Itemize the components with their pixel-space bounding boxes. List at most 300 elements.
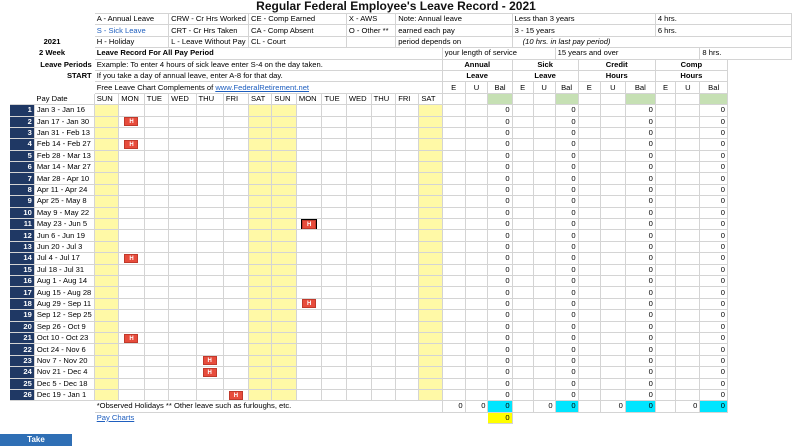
day-cell[interactable]	[169, 241, 196, 252]
day-cell[interactable]	[396, 116, 419, 127]
sick-e-cell[interactable]	[512, 287, 533, 298]
day-cell[interactable]	[249, 150, 272, 161]
annual-u-cell[interactable]	[465, 196, 488, 207]
day-cell[interactable]	[419, 344, 442, 355]
sick-e-cell[interactable]	[512, 321, 533, 332]
sick-bal-cell[interactable]: 0	[555, 127, 578, 138]
annual-u-cell[interactable]	[465, 367, 488, 378]
credit-u-cell[interactable]	[600, 367, 625, 378]
day-cell[interactable]	[346, 184, 371, 195]
day-cell[interactable]	[346, 253, 371, 264]
day-cell[interactable]	[249, 230, 272, 241]
sick-e-cell[interactable]	[512, 241, 533, 252]
day-cell[interactable]	[196, 207, 223, 218]
annual-e-cell[interactable]	[442, 253, 465, 264]
day-cell[interactable]	[94, 367, 119, 378]
day-cell[interactable]	[94, 150, 119, 161]
comp-bal-cell[interactable]: 0	[700, 389, 728, 400]
day-cell[interactable]	[396, 162, 419, 173]
day-cell[interactable]	[322, 230, 346, 241]
day-cell[interactable]	[346, 367, 371, 378]
comp-u-cell[interactable]	[676, 378, 700, 389]
day-cell[interactable]	[196, 230, 223, 241]
day-cell[interactable]	[396, 127, 419, 138]
comp-bal-cell[interactable]: 0	[700, 355, 728, 366]
credit-bal-cell[interactable]: 0	[625, 287, 655, 298]
comp-e-cell[interactable]	[655, 162, 676, 173]
leave-record-sheet[interactable]	[0, 13, 792, 424]
day-cell[interactable]	[94, 310, 119, 321]
comp-e-cell[interactable]	[655, 105, 676, 116]
day-cell[interactable]	[396, 344, 419, 355]
sick-bal-cell[interactable]: 0	[555, 321, 578, 332]
day-cell[interactable]	[371, 196, 396, 207]
day-cell[interactable]	[119, 344, 145, 355]
day-cell[interactable]	[169, 264, 196, 275]
day-cell[interactable]	[119, 139, 145, 150]
annual-bal-cell[interactable]: 0	[488, 173, 512, 184]
day-cell[interactable]	[371, 127, 396, 138]
day-cell[interactable]	[346, 173, 371, 184]
day-cell[interactable]	[419, 310, 442, 321]
day-cell[interactable]	[144, 150, 168, 161]
annual-bal-cell[interactable]: 0	[488, 389, 512, 400]
day-cell[interactable]	[196, 389, 223, 400]
day-cell[interactable]	[196, 378, 223, 389]
day-cell[interactable]	[296, 332, 322, 343]
credit-e-cell[interactable]	[578, 253, 600, 264]
day-cell[interactable]	[196, 150, 223, 161]
day-cell[interactable]	[396, 287, 419, 298]
comp-u-cell[interactable]	[676, 219, 700, 230]
day-cell[interactable]	[396, 378, 419, 389]
comp-e-cell[interactable]	[655, 116, 676, 127]
sick-bal-cell[interactable]: 0	[555, 355, 578, 366]
comp-e-cell[interactable]	[655, 275, 676, 286]
credit-e-cell[interactable]	[578, 355, 600, 366]
sick-e-cell[interactable]	[512, 264, 533, 275]
day-cell[interactable]	[144, 196, 168, 207]
annual-bal-cell[interactable]: 0	[488, 367, 512, 378]
day-cell[interactable]	[346, 389, 371, 400]
sick-u-cell[interactable]	[533, 116, 555, 127]
day-cell[interactable]	[249, 378, 272, 389]
annual-u-cell[interactable]	[465, 139, 488, 150]
annual-bal-cell[interactable]: 0	[488, 287, 512, 298]
sick-e-cell[interactable]	[512, 150, 533, 161]
comp-bal-cell[interactable]: 0	[700, 310, 728, 321]
comp-bal-cell[interactable]: 0	[700, 150, 728, 161]
comp-u-cell[interactable]	[676, 162, 700, 173]
day-cell[interactable]	[144, 173, 168, 184]
annual-e-cell[interactable]	[442, 367, 465, 378]
day-cell[interactable]	[249, 105, 272, 116]
day-cell[interactable]	[169, 127, 196, 138]
annual-bal-cell[interactable]: 0	[488, 298, 512, 309]
sick-bal-cell[interactable]: 0	[555, 162, 578, 173]
annual-e-cell[interactable]	[442, 378, 465, 389]
sick-u-cell[interactable]	[533, 139, 555, 150]
day-cell[interactable]	[119, 116, 145, 127]
sick-bal-cell[interactable]: 0	[555, 230, 578, 241]
day-cell[interactable]	[223, 230, 248, 241]
day-cell[interactable]	[119, 367, 145, 378]
annual-u-cell[interactable]	[465, 287, 488, 298]
day-cell[interactable]	[322, 184, 346, 195]
day-cell[interactable]	[119, 196, 145, 207]
day-cell[interactable]	[272, 332, 297, 343]
comp-bal-cell[interactable]: 0	[700, 253, 728, 264]
day-cell[interactable]	[223, 378, 248, 389]
day-cell[interactable]	[371, 173, 396, 184]
day-cell[interactable]	[396, 355, 419, 366]
day-cell[interactable]	[223, 241, 248, 252]
day-cell[interactable]	[249, 173, 272, 184]
sick-e-cell[interactable]	[512, 230, 533, 241]
credit-u-cell[interactable]	[600, 207, 625, 218]
day-cell[interactable]	[249, 287, 272, 298]
credit-e-cell[interactable]	[578, 127, 600, 138]
day-cell[interactable]	[346, 287, 371, 298]
day-cell[interactable]	[144, 378, 168, 389]
day-cell[interactable]	[144, 389, 168, 400]
day-cell[interactable]	[249, 196, 272, 207]
website-link[interactable]: www.FederalRetirement.net	[215, 82, 310, 92]
sick-bal-cell[interactable]: 0	[555, 367, 578, 378]
day-cell[interactable]	[371, 344, 396, 355]
credit-e-cell[interactable]	[578, 298, 600, 309]
day-cell[interactable]	[419, 378, 442, 389]
sick-bal-cell[interactable]: 0	[555, 150, 578, 161]
day-cell[interactable]	[419, 332, 442, 343]
credit-u-cell[interactable]	[600, 230, 625, 241]
day-cell[interactable]	[249, 184, 272, 195]
credit-bal-cell[interactable]: 0	[625, 230, 655, 241]
credit-e-cell[interactable]	[578, 321, 600, 332]
day-cell[interactable]	[371, 287, 396, 298]
annual-u-cell[interactable]	[465, 127, 488, 138]
annual-u-cell[interactable]	[465, 321, 488, 332]
day-cell[interactable]	[196, 127, 223, 138]
credit-e-cell[interactable]	[578, 275, 600, 286]
annual-e-cell[interactable]	[442, 264, 465, 275]
comp-e-cell[interactable]	[655, 332, 676, 343]
day-cell[interactable]	[371, 355, 396, 366]
day-cell[interactable]	[249, 321, 272, 332]
annual-u-cell[interactable]	[465, 355, 488, 366]
day-cell[interactable]	[371, 150, 396, 161]
day-cell[interactable]	[196, 253, 223, 264]
day-cell[interactable]	[169, 310, 196, 321]
day-cell[interactable]	[223, 264, 248, 275]
comp-bal-cell[interactable]: 0	[700, 378, 728, 389]
sick-u-cell[interactable]	[533, 389, 555, 400]
sick-u-cell[interactable]	[533, 310, 555, 321]
day-cell[interactable]	[322, 241, 346, 252]
day-cell[interactable]	[396, 389, 419, 400]
day-cell[interactable]	[272, 196, 297, 207]
day-cell[interactable]	[144, 219, 168, 230]
day-cell[interactable]	[249, 367, 272, 378]
annual-e-cell[interactable]	[442, 105, 465, 116]
annual-u-cell[interactable]	[465, 230, 488, 241]
annual-e-cell[interactable]	[442, 298, 465, 309]
day-cell[interactable]	[296, 116, 322, 127]
day-cell[interactable]	[371, 139, 396, 150]
credit-e-cell[interactable]	[578, 389, 600, 400]
day-cell[interactable]	[346, 310, 371, 321]
day-cell[interactable]	[119, 230, 145, 241]
comp-u-cell[interactable]	[676, 127, 700, 138]
annual-e-cell[interactable]	[442, 230, 465, 241]
day-cell[interactable]	[272, 355, 297, 366]
credit-e-cell[interactable]	[578, 264, 600, 275]
credit-e-cell[interactable]	[578, 184, 600, 195]
day-cell[interactable]	[296, 207, 322, 218]
comp-bal-cell[interactable]: 0	[700, 264, 728, 275]
day-cell[interactable]	[272, 321, 297, 332]
day-cell[interactable]	[396, 241, 419, 252]
annual-bal-cell[interactable]: 0	[488, 127, 512, 138]
day-cell[interactable]	[296, 367, 322, 378]
day-cell[interactable]	[296, 253, 322, 264]
comp-e-cell[interactable]	[655, 219, 676, 230]
day-cell[interactable]	[169, 321, 196, 332]
day-cell[interactable]	[371, 264, 396, 275]
day-cell[interactable]	[144, 105, 168, 116]
annual-bal-cell[interactable]: 0	[488, 253, 512, 264]
day-cell[interactable]	[249, 241, 272, 252]
day-cell[interactable]	[296, 355, 322, 366]
sick-e-cell[interactable]	[512, 105, 533, 116]
credit-u-cell[interactable]	[600, 310, 625, 321]
day-cell[interactable]	[223, 332, 248, 343]
comp-bal-cell[interactable]: 0	[700, 230, 728, 241]
day-cell[interactable]	[169, 287, 196, 298]
day-cell[interactable]	[119, 162, 145, 173]
day-cell[interactable]	[223, 253, 248, 264]
comp-u-cell[interactable]	[676, 298, 700, 309]
day-cell[interactable]	[223, 162, 248, 173]
day-cell[interactable]	[346, 207, 371, 218]
credit-bal-cell[interactable]: 0	[625, 389, 655, 400]
day-cell[interactable]	[371, 389, 396, 400]
day-cell[interactable]	[119, 321, 145, 332]
day-cell[interactable]	[169, 184, 196, 195]
day-cell[interactable]	[322, 162, 346, 173]
day-cell[interactable]	[169, 275, 196, 286]
sick-u-cell[interactable]	[533, 184, 555, 195]
day-cell[interactable]	[249, 355, 272, 366]
day-cell[interactable]	[371, 219, 396, 230]
day-cell[interactable]	[249, 127, 272, 138]
take-button[interactable]: Take	[0, 434, 72, 446]
day-cell[interactable]	[223, 344, 248, 355]
day-cell[interactable]	[94, 287, 119, 298]
day-cell[interactable]	[144, 275, 168, 286]
day-cell[interactable]	[169, 207, 196, 218]
sick-bal-cell[interactable]: 0	[555, 275, 578, 286]
day-cell[interactable]	[169, 173, 196, 184]
day-cell[interactable]	[296, 184, 322, 195]
annual-bal-cell[interactable]: 0	[488, 332, 512, 343]
day-cell[interactable]	[169, 332, 196, 343]
credit-u-cell[interactable]	[600, 127, 625, 138]
annual-bal-cell[interactable]: 0	[488, 150, 512, 161]
comp-bal-cell[interactable]: 0	[700, 219, 728, 230]
comp-e-cell[interactable]	[655, 389, 676, 400]
comp-e-cell[interactable]	[655, 253, 676, 264]
credit-u-cell[interactable]	[600, 219, 625, 230]
day-cell[interactable]	[94, 321, 119, 332]
day-cell[interactable]	[196, 105, 223, 116]
comp-u-cell[interactable]	[676, 310, 700, 321]
sick-bal-cell[interactable]: 0	[555, 105, 578, 116]
day-cell[interactable]	[322, 378, 346, 389]
day-cell[interactable]	[94, 298, 119, 309]
day-cell[interactable]	[272, 253, 297, 264]
comp-bal-cell[interactable]: 0	[700, 127, 728, 138]
annual-e-cell[interactable]	[442, 116, 465, 127]
annual-e-cell[interactable]	[442, 184, 465, 195]
sick-e-cell[interactable]	[512, 389, 533, 400]
annual-bal-cell[interactable]: 0	[488, 207, 512, 218]
day-cell[interactable]	[196, 310, 223, 321]
day-cell[interactable]	[296, 241, 322, 252]
day-cell[interactable]	[94, 275, 119, 286]
sick-e-cell[interactable]	[512, 127, 533, 138]
day-cell[interactable]	[196, 196, 223, 207]
day-cell[interactable]	[94, 219, 119, 230]
day-cell[interactable]	[144, 127, 168, 138]
credit-bal-cell[interactable]: 0	[625, 275, 655, 286]
credit-bal-cell[interactable]: 0	[625, 127, 655, 138]
annual-e-cell[interactable]	[442, 241, 465, 252]
day-cell[interactable]	[371, 253, 396, 264]
comp-bal-cell[interactable]: 0	[700, 344, 728, 355]
sick-bal-cell[interactable]: 0	[555, 139, 578, 150]
day-cell[interactable]	[371, 321, 396, 332]
day-cell[interactable]	[346, 344, 371, 355]
day-cell[interactable]	[272, 230, 297, 241]
day-cell[interactable]	[346, 321, 371, 332]
comp-bal-cell[interactable]: 0	[700, 367, 728, 378]
day-cell[interactable]	[169, 162, 196, 173]
day-cell[interactable]	[419, 355, 442, 366]
annual-u-cell[interactable]	[465, 207, 488, 218]
sick-bal-cell[interactable]: 0	[555, 298, 578, 309]
day-cell[interactable]	[223, 389, 248, 400]
comp-u-cell[interactable]	[676, 196, 700, 207]
day-cell[interactable]	[419, 230, 442, 241]
day-cell[interactable]	[169, 355, 196, 366]
day-cell[interactable]	[223, 139, 248, 150]
sick-bal-cell[interactable]: 0	[555, 196, 578, 207]
day-cell[interactable]	[94, 196, 119, 207]
day-cell[interactable]	[296, 275, 322, 286]
day-cell[interactable]	[296, 310, 322, 321]
annual-u-cell[interactable]	[465, 105, 488, 116]
credit-bal-cell[interactable]: 0	[625, 241, 655, 252]
annual-bal-cell[interactable]: 0	[488, 162, 512, 173]
credit-u-cell[interactable]	[600, 378, 625, 389]
credit-bal-cell[interactable]: 0	[625, 298, 655, 309]
credit-e-cell[interactable]	[578, 230, 600, 241]
comp-bal-cell[interactable]: 0	[700, 298, 728, 309]
pay-charts-link[interactable]: Pay Charts	[96, 412, 135, 422]
sick-u-cell[interactable]	[533, 219, 555, 230]
credit-u-cell[interactable]	[600, 150, 625, 161]
sick-e-cell[interactable]	[512, 253, 533, 264]
comp-e-cell[interactable]	[655, 173, 676, 184]
comp-e-cell[interactable]	[655, 321, 676, 332]
sick-u-cell[interactable]	[533, 344, 555, 355]
credit-e-cell[interactable]	[578, 367, 600, 378]
credit-u-cell[interactable]	[600, 332, 625, 343]
sick-u-cell[interactable]	[533, 105, 555, 116]
comp-u-cell[interactable]	[676, 230, 700, 241]
annual-bal-cell[interactable]: 0	[488, 116, 512, 127]
sick-bal-cell[interactable]: 0	[555, 344, 578, 355]
day-cell[interactable]	[249, 332, 272, 343]
day-cell[interactable]	[223, 116, 248, 127]
sick-bal-cell[interactable]: 0	[555, 310, 578, 321]
day-cell[interactable]	[119, 127, 145, 138]
day-cell[interactable]	[296, 173, 322, 184]
day-cell[interactable]	[419, 150, 442, 161]
day-cell[interactable]	[419, 219, 442, 230]
day-cell[interactable]	[249, 298, 272, 309]
day-cell[interactable]	[396, 310, 419, 321]
day-cell[interactable]	[346, 219, 371, 230]
day-cell[interactable]	[322, 264, 346, 275]
day-cell[interactable]	[223, 298, 248, 309]
annual-e-cell[interactable]	[442, 355, 465, 366]
day-cell[interactable]	[94, 230, 119, 241]
sick-e-cell[interactable]	[512, 298, 533, 309]
day-cell[interactable]	[249, 219, 272, 230]
day-cell[interactable]	[296, 162, 322, 173]
annual-e-cell[interactable]	[442, 196, 465, 207]
credit-e-cell[interactable]	[578, 287, 600, 298]
day-cell[interactable]	[119, 173, 145, 184]
day-cell[interactable]	[322, 332, 346, 343]
sick-e-cell[interactable]	[512, 207, 533, 218]
day-cell[interactable]	[272, 298, 297, 309]
comp-e-cell[interactable]	[655, 139, 676, 150]
day-cell[interactable]	[144, 332, 168, 343]
day-cell[interactable]	[119, 105, 145, 116]
day-cell[interactable]	[371, 116, 396, 127]
comp-u-cell[interactable]	[676, 116, 700, 127]
day-cell[interactable]	[419, 389, 442, 400]
day-cell[interactable]	[396, 275, 419, 286]
day-cell[interactable]	[322, 321, 346, 332]
day-cell[interactable]	[396, 139, 419, 150]
day-cell[interactable]	[119, 150, 145, 161]
annual-u-cell[interactable]	[465, 264, 488, 275]
day-cell[interactable]	[272, 184, 297, 195]
day-cell[interactable]	[94, 127, 119, 138]
credit-u-cell[interactable]	[600, 196, 625, 207]
credit-bal-cell[interactable]: 0	[625, 139, 655, 150]
credit-e-cell[interactable]	[578, 207, 600, 218]
annual-bal-cell[interactable]: 0	[488, 344, 512, 355]
sick-bal-cell[interactable]: 0	[555, 389, 578, 400]
comp-e-cell[interactable]	[655, 287, 676, 298]
day-cell[interactable]	[419, 253, 442, 264]
day-cell[interactable]	[322, 287, 346, 298]
